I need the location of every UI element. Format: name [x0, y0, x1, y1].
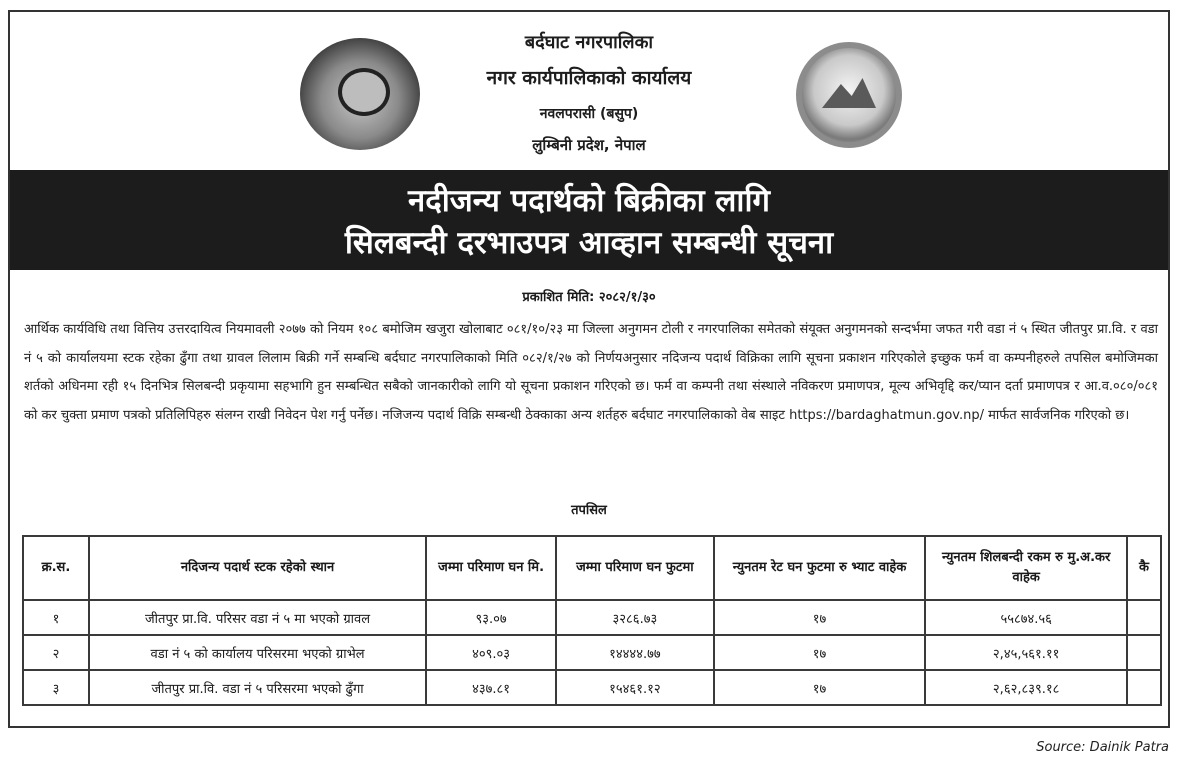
cell-quantity-cubic-meter: ४०९.०३: [426, 635, 556, 670]
office-name: नगर कार्यपालिकाको कार्यालय: [486, 67, 692, 89]
district-name: नवलपरासी (बसुप): [539, 106, 639, 122]
notice-header: [10, 12, 1168, 170]
cell-minimum-amount: २,४५,५६१.११: [925, 635, 1127, 670]
cell-quantity-cubic-meter: ४३७.८१: [426, 670, 556, 705]
notice-document: [8, 10, 1170, 728]
province-name: लुम्बिनी प्रदेश, नेपाल: [532, 136, 646, 154]
cell-location: जीतपुर प्रा.वि. परिसर वडा नं ५ मा भएको ग्रावल: [89, 600, 426, 635]
stock-table: [22, 535, 1162, 706]
col-header-minimum-rate: न्युनतम रेट घन फुटमा रु भ्याट वाहेक: [714, 536, 926, 600]
cell-quantity-cubic-meter: ९३.०७: [426, 600, 556, 635]
notice-title-line-1: नदीजन्य पदार्थको बिक्रीका लागि: [408, 183, 770, 219]
table-header-row: [23, 536, 1161, 600]
cell-quantity-cubic-feet: १४४४४.७७: [556, 635, 714, 670]
cell-minimum-rate: १७: [714, 635, 926, 670]
published-date: प्रकाशित मिति: २०८२/१/३०: [522, 290, 656, 305]
notice-title-line-2: सिलबन्दी दरभाउपत्र आव्हान सम्बन्धी सूचना: [344, 225, 834, 261]
cell-minimum-amount: ५५८७४.५६: [925, 600, 1127, 635]
cell-serial: १: [23, 600, 89, 635]
table-row: [23, 600, 1161, 635]
source-credit: Source: Dainik Patra: [1036, 740, 1169, 755]
cell-serial: २: [23, 635, 89, 670]
cell-quantity-cubic-feet: ३२८६.७३: [556, 600, 714, 635]
col-header-quantity-cubic-feet: जम्मा परिमाण घन फुटमा: [556, 536, 714, 600]
cell-location: जीतपुर प्रा.वि. वडा नं ५ परिसरमा भएको ढुँगा: [89, 670, 426, 705]
cell-location: वडा नं ५ को कार्यालय परिसरमा भएको ग्राभेल: [89, 635, 426, 670]
cell-minimum-rate: १७: [714, 670, 926, 705]
col-header-serial: क्र.स.: [23, 536, 89, 600]
municipality-logo-icon: [796, 42, 902, 148]
col-header-remarks: कै: [1127, 536, 1161, 600]
table-row: [23, 670, 1161, 705]
cell-remarks: [1127, 600, 1161, 635]
col-header-quantity-cubic-meter: जम्मा परिमाण घन मि.: [426, 536, 556, 600]
cell-minimum-rate: १७: [714, 600, 926, 635]
notice-body-paragraph: आर्थिक कार्यविधि तथा वित्तिय उत्तरदायित्व नियमावली २०७७ को नियम १०८ बमोजिम खजुरा खोलाबाट ०८१/१०/२३ मा जिल्ला अनुगमन टोली र नगरपालिका समेतको संयूक्त अनुगमनको सन्दर्भमा जफत गरी वडा नं ५ स्थित जीतपुर प्रा.वि. र वडा नं ५ को कार्यालयमा स्टक रहेका ढुँगा तथा ग्रावल लिलाम बिक्री गर्ने सम्बन्धि बर्दघाट नगरपालिकाको मिति ०८२/१/२७ को निर्णयअनुसार नदिजन्य पदार्थ विक्रिका लागि सूचना प्रकाशन गरिएकोले इच्छुक फर्म वा कम्पनीहरुले तपसिल बमोजिमका शर्तको अधिनमा रही १५ दिनभित्र सिलबन्दी प्रकृयामा सहभागि हुन सम्बन्धित सबैको जानकारीको लागि यो सूचना प्रकाशन गरिएको छ। फर्म वा कम्पनी तथा संस्थाले नविकरण प्रमाणपत्र, मूल्य अभिवृद्दि कर/प्यान दर्ता प्रमाणपत्र र आ.व.०८०/०८१ को कर चुक्ता प्रमाण पत्रको प्रतिलिपिहरु संलग्न राखी निवेदन पेश गर्नु पर्नेछ। नजिजन्य पदार्थ विक्रि सम्बन्धी ठेक्काका अन्य शर्तहरु बर्दघाट नगरपालिकाको वेब साइट https://bardaghatmun.gov.np/ मार्फत सार्वजनिक गरिएको छ।: [24, 322, 1158, 423]
nepal-government-emblem-icon: [300, 38, 420, 150]
notice-title-bar: [10, 170, 1168, 270]
col-header-minimum-sealed-amount: न्युनतम शिलबन्दी रकम रु मु.अ.कर वाहेक: [925, 536, 1127, 600]
cell-remarks: [1127, 670, 1161, 705]
cell-serial: ३: [23, 670, 89, 705]
table-row: [23, 635, 1161, 670]
cell-remarks: [1127, 635, 1161, 670]
cell-quantity-cubic-feet: १५४६१.१२: [556, 670, 714, 705]
municipality-name: बर्दघाट नगरपालिका: [524, 32, 654, 53]
cell-minimum-amount: २,६२,८३९.१८: [925, 670, 1127, 705]
col-header-location: नदिजन्य पदार्थ स्टक रहेको स्थान: [89, 536, 426, 600]
schedule-heading: तपसिल: [571, 503, 607, 518]
